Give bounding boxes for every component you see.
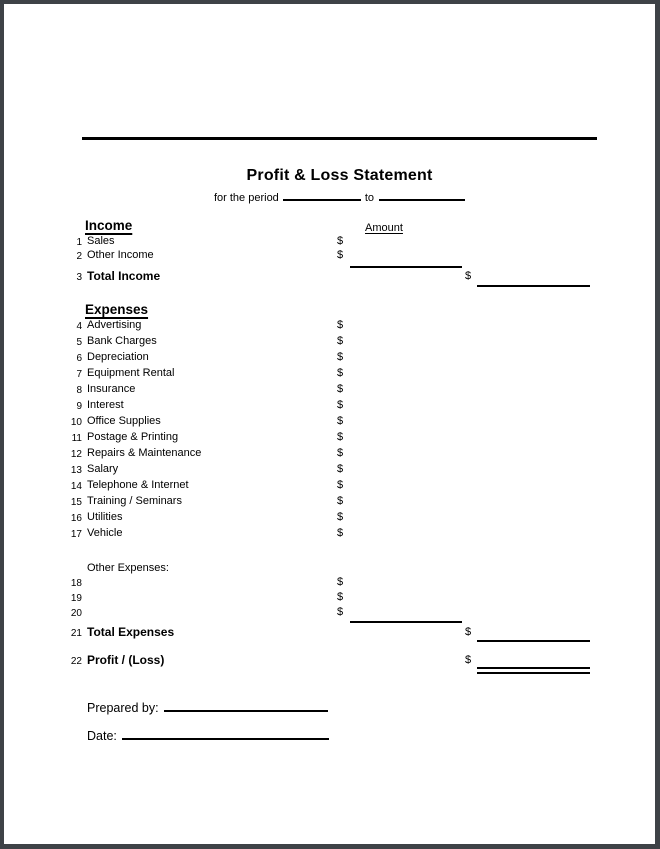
row-label: Telephone & Internet [87, 479, 189, 491]
row-number: 7 [76, 369, 82, 380]
date-row [87, 727, 329, 743]
row-label: Equipment Rental [87, 367, 175, 379]
row-label: Advertising [87, 319, 142, 331]
dollar-sign: $ [337, 235, 344, 247]
document-header [82, 167, 597, 204]
row-label: Total Expenses [87, 625, 175, 639]
row-number: 15 [70, 497, 82, 508]
row-label: Bank Charges [87, 335, 157, 347]
dollar-sign: $ [337, 383, 344, 395]
expense-row [4, 447, 655, 461]
expense-row [4, 511, 655, 525]
row-label: Training / Seminars [87, 495, 182, 507]
dollar-sign: $ [337, 431, 344, 443]
row-label: Depreciation [87, 351, 149, 363]
row-number: 10 [70, 417, 82, 428]
expense-row [4, 367, 655, 381]
expenses-section-heading: Expenses [85, 302, 149, 317]
row-label: Interest [87, 399, 124, 411]
dollar-sign: $ [337, 479, 344, 491]
row-number: 13 [70, 465, 82, 476]
income-total-row [4, 270, 655, 285]
row-label: Vehicle [87, 527, 123, 539]
row-label: Postage & Printing [87, 431, 179, 443]
row-label: Sales [87, 235, 115, 247]
expense-row [4, 463, 655, 477]
period-prefix-label: for the period [213, 192, 279, 204]
dollar-sign: $ [337, 591, 344, 603]
dollar-sign: $ [465, 626, 472, 638]
dollar-sign: $ [337, 249, 344, 261]
dollar-sign: $ [337, 463, 344, 475]
expense-row [4, 479, 655, 493]
dollar-sign: $ [465, 654, 472, 666]
row-number: 3 [76, 272, 82, 283]
period-line [82, 189, 597, 204]
income-section-heading: Income [85, 218, 133, 233]
other-expense-row [4, 576, 655, 590]
row-number: 2 [76, 251, 82, 262]
row-number: 12 [70, 449, 82, 460]
period-to-blank [379, 189, 465, 201]
row-number: 18 [70, 578, 82, 589]
dollar-sign: $ [337, 447, 344, 459]
expense-row [4, 351, 655, 365]
dollar-sign: $ [465, 270, 472, 282]
expense-row [4, 383, 655, 397]
expense-row [4, 495, 655, 509]
row-label: Office Supplies [87, 415, 161, 427]
income-row [4, 249, 655, 263]
profit-loss-row [4, 654, 655, 669]
row-label: Utilities [87, 511, 123, 523]
dollar-sign: $ [337, 527, 344, 539]
date-label: Date: [87, 729, 117, 743]
document-title: Profit & Loss Statement [246, 167, 433, 184]
other-expense-row [4, 591, 655, 605]
row-number: 5 [76, 337, 82, 348]
income-subtotal-line [350, 266, 462, 268]
row-label: Salary [87, 463, 119, 475]
row-number: 6 [76, 353, 82, 364]
dollar-sign: $ [337, 415, 344, 427]
row-number: 8 [76, 385, 82, 396]
dollar-sign: $ [337, 576, 344, 588]
prepared-by-row [87, 699, 328, 715]
row-number: 21 [70, 628, 82, 639]
prepared-by-label: Prepared by: [87, 701, 159, 715]
expense-row [4, 319, 655, 333]
row-number: 9 [76, 401, 82, 412]
row-number: 20 [70, 608, 82, 619]
dollar-sign: $ [337, 606, 344, 618]
dollar-sign: $ [337, 511, 344, 523]
prepared-by-blank [164, 699, 328, 712]
row-number: 22 [70, 656, 82, 667]
amount-column-header: Amount [365, 222, 403, 234]
dollar-sign: $ [337, 367, 344, 379]
date-blank [122, 727, 329, 740]
dollar-sign: $ [337, 399, 344, 411]
expense-row [4, 431, 655, 445]
expense-row [4, 399, 655, 413]
header-rule [82, 137, 597, 140]
income-total-line [477, 285, 590, 287]
dollar-sign: $ [337, 351, 344, 363]
row-label: Insurance [87, 383, 136, 395]
row-label: Total Income [87, 269, 161, 283]
row-label: Repairs & Maintenance [87, 447, 202, 459]
row-number: 19 [70, 593, 82, 604]
other-expense-row [4, 606, 655, 620]
other-expenses-heading: Other Expenses: [87, 562, 169, 574]
expense-row [4, 415, 655, 429]
expense-row [4, 527, 655, 541]
expenses-subtotal-line [350, 621, 462, 623]
row-number: 16 [70, 513, 82, 524]
expense-row [4, 335, 655, 349]
dollar-sign: $ [337, 335, 344, 347]
row-number: 17 [70, 529, 82, 540]
row-number: 11 [71, 433, 82, 444]
period-from-blank [283, 189, 361, 201]
dollar-sign: $ [337, 319, 344, 331]
dollar-sign: $ [337, 495, 344, 507]
row-number: 14 [70, 481, 82, 492]
expenses-total-row [4, 626, 655, 641]
row-label: Profit / (Loss) [87, 653, 165, 667]
income-row [4, 235, 655, 249]
row-number: 1 [76, 237, 82, 248]
row-number: 4 [76, 321, 82, 332]
period-to-label: to [364, 192, 374, 204]
row-label: Other Income [87, 249, 154, 261]
